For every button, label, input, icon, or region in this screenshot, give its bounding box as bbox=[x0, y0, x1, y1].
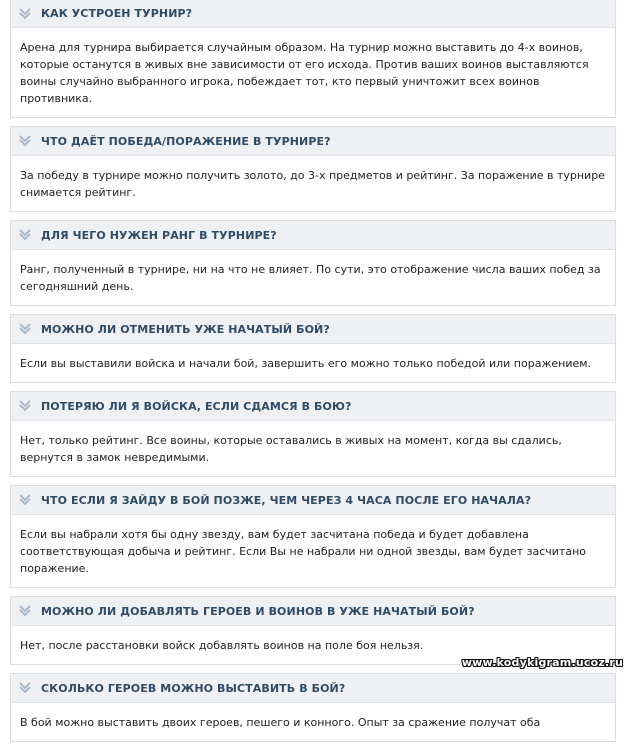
faq-item bbox=[10, 0, 616, 118]
faq-question: ПОТЕРЯЮ ЛИ Я ВОЙСКА, ЕСЛИ СДАМСЯ В БОЮ? bbox=[41, 399, 352, 413]
double-chevron-down-icon bbox=[19, 605, 31, 617]
faq-question: МОЖНО ЛИ ДОБАВЛЯТЬ ГЕРОЕВ И ВОИНОВ В УЖЕ НАЧАТЫЙ БОЙ? bbox=[41, 604, 475, 618]
faq-question-header[interactable] bbox=[11, 221, 615, 250]
double-chevron-down-icon bbox=[19, 229, 31, 241]
faq-question-header[interactable] bbox=[11, 0, 615, 28]
double-chevron-down-icon bbox=[19, 323, 31, 335]
site-watermark: www.kodykigram.ucoz.ru bbox=[461, 656, 623, 669]
faq-item bbox=[10, 220, 616, 306]
faq-answer: Нет, после расстановки войск добавлять воинов на поле боя нельзя. bbox=[20, 639, 424, 652]
double-chevron-down-icon bbox=[19, 135, 31, 147]
faq-item bbox=[10, 126, 616, 212]
faq-item bbox=[10, 314, 616, 383]
faq-question-header[interactable] bbox=[11, 597, 615, 626]
faq-question: КАК УСТРОЕН ТУРНИР? bbox=[41, 7, 193, 20]
faq-question-header[interactable] bbox=[11, 392, 615, 421]
faq-answer: В бой можно выставить двоих героев, пешего и конного. Опыт за сражение получат оба bbox=[20, 716, 541, 729]
faq-question-header[interactable] bbox=[11, 315, 615, 344]
faq-answer: Нет, только рейтинг. Все воины, которые оставались в живых на момент, когда вы сдались, вернутся в замок невредимыми. bbox=[20, 434, 562, 464]
faq-item bbox=[10, 391, 616, 477]
faq-question: ЧТО ДАЁТ ПОБЕДА/ПОРАЖЕНИЕ В ТУРНИРЕ? bbox=[41, 134, 331, 148]
faq-question-header[interactable] bbox=[11, 127, 615, 156]
double-chevron-down-icon bbox=[19, 494, 31, 506]
faq-question-header[interactable] bbox=[11, 674, 615, 703]
faq-question: СКОЛЬКО ГЕРОЕВ МОЖНО ВЫСТАВИТЬ В БОЙ? bbox=[41, 681, 346, 695]
faq-answer: За победу в турнире можно получить золото, до 3-х предметов и рейтинг. За поражение в турнире снимается рейтинг. bbox=[20, 169, 605, 199]
faq-answer: Арена для турнира выбирается случайным образом. На турнир можно выставить до 4-х воинов, которые останутся в живых вне зависимости от его исхода. Против ваших воинов выставляются воины случайно выбранного игрока, побеждает тот, кто первый уничтожит всех воинов противника. bbox=[20, 41, 589, 105]
faq-list bbox=[10, 0, 616, 750]
faq-answer: Если вы выставили войска и начали бой, завершить его можно только победой или поражением. bbox=[20, 357, 592, 370]
faq-question: ЧТО ЕСЛИ Я ЗАЙДУ В БОЙ ПОЗЖЕ, ЧЕМ ЧЕРЕЗ 4 ЧАСА ПОСЛЕ ЕГО НАЧАЛА? bbox=[41, 493, 532, 507]
faq-answer: Если вы набрали хотя бы одну звезду, вам будет засчитана победа и будет добавлена соответствующая добыча и рейтинг. Если Вы не набрали ни одной звезды, вам будет засчитано поражение. bbox=[20, 528, 586, 575]
double-chevron-down-icon bbox=[19, 400, 31, 412]
faq-item bbox=[10, 673, 616, 742]
faq-answer: Ранг, полученный в турнире, ни на что не влияет. По сути, это отображение числа ваших побед за сегодняшний день. bbox=[20, 263, 601, 293]
double-chevron-down-icon bbox=[19, 682, 31, 694]
faq-question-header[interactable] bbox=[11, 486, 615, 515]
faq-item bbox=[10, 596, 616, 665]
faq-item bbox=[10, 485, 616, 588]
faq-question: ДЛЯ ЧЕГО НУЖЕН РАНГ В ТУРНИРЕ? bbox=[41, 228, 277, 242]
double-chevron-down-icon bbox=[19, 8, 31, 20]
faq-question: МОЖНО ЛИ ОТМЕНИТЬ УЖЕ НАЧАТЫЙ БОЙ? bbox=[41, 322, 330, 336]
